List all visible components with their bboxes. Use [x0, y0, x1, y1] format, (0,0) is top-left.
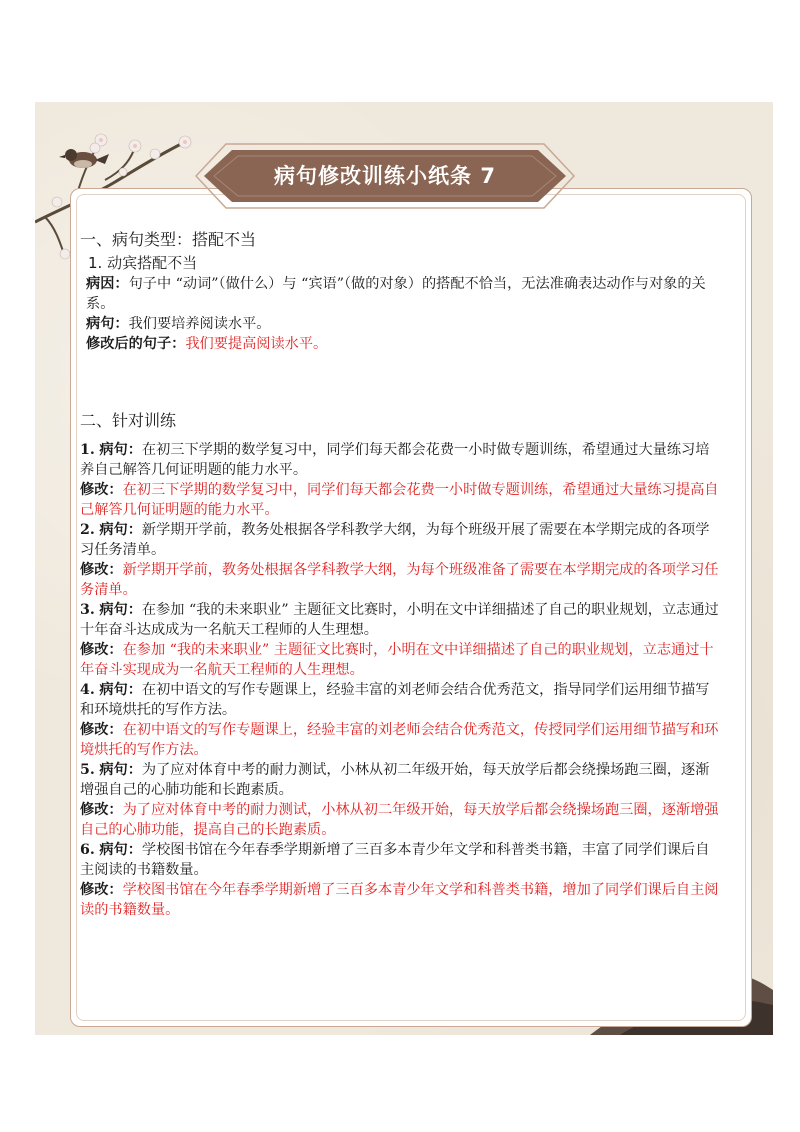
example-fixed-row — [80, 334, 720, 354]
fix-label: 修改： — [80, 482, 123, 498]
fix-text: 在初中语文的写作专题课上，经验丰富的刘老师会结合优秀范文，传授同学们运用细节描写和环境烘托的写作方法。 — [80, 722, 719, 758]
section1-heading: 一、病句类型：搭配不当 — [80, 230, 257, 249]
sentence-text: 新学期开学前，教务处根据各学科教学大纲，为每个班级开展了需要在本学期完成的各项学习任务清单。 — [80, 522, 710, 558]
training-sentence-row — [80, 520, 720, 560]
sentence-label: 病句： — [99, 842, 142, 858]
training-item — [80, 440, 720, 520]
reason-row — [80, 274, 720, 314]
training-item — [80, 520, 720, 600]
fix-label: 修改： — [80, 722, 123, 738]
training-sentence-row — [80, 440, 720, 480]
fix-text: 在参加 “我的未来职业” 主题征文比赛时，小明在文中详细描述了自己的职业规划，立志通过十年奋斗实现成为一名航天工程师的人生理想。 — [80, 642, 714, 678]
sentence-label: 病句： — [99, 682, 142, 698]
example-sentence-label: 病句： — [86, 316, 129, 332]
item-number: 6. — [80, 842, 95, 858]
example-fixed-text: 我们要提高阅读水平。 — [185, 336, 328, 352]
fix-label: 修改： — [80, 802, 123, 818]
training-sentence-row — [80, 680, 720, 720]
main-content — [80, 228, 720, 920]
training-fix-row — [80, 640, 720, 680]
item-number: 4. — [80, 682, 95, 698]
fix-label: 修改： — [80, 562, 123, 578]
example-fixed-label: 修改后的句子： — [86, 336, 186, 352]
training-fix-row — [80, 720, 720, 760]
sentence-label: 病句： — [99, 522, 142, 538]
training-sentence-row — [80, 840, 720, 880]
fix-text: 为了应对体育中考的耐力测试，小林从初二年级开始，每天放学后都会绕操场跑三圈，逐渐增强自己的心肺功能，提高自己的长跑素质。 — [80, 802, 719, 838]
sentence-text: 为了应对体育中考的耐力测试，小林从初二年级开始，每天放学后都会绕操场跑三圈，逐渐增强自己的心肺功能和长跑素质。 — [80, 762, 710, 798]
fix-label: 修改： — [80, 642, 123, 658]
sentence-text: 在初三下学期的数学复习中，同学们每天都会花费一小时做专题训练，希望通过大量练习培养自己解答几何证明题的能力水平。 — [80, 442, 710, 478]
section1-subheading: 1. 动宾搭配不当 — [88, 254, 198, 272]
fix-label: 修改： — [80, 882, 123, 898]
training-item — [80, 840, 720, 920]
reason-label: 病因： — [86, 276, 129, 292]
training-fix-row — [80, 800, 720, 840]
item-number: 1. — [80, 442, 95, 458]
sentence-text: 在初中语文的写作专题课上，经验丰富的刘老师会结合优秀范文，指导同学们运用细节描写和环境烘托的写作方法。 — [80, 682, 710, 718]
training-sentence-row — [80, 600, 720, 640]
training-item — [80, 600, 720, 680]
training-fix-row — [80, 560, 720, 600]
training-item — [80, 760, 720, 840]
fix-text: 在初三下学期的数学复习中，同学们每天都会花费一小时做专题训练，希望通过大量练习提高自己解答几何证明题的能力水平。 — [80, 482, 719, 518]
reason-text: 句子中 “动词”（做什么）与 “宾语”（做的对象）的搭配不恰当，无法准确表达动作与对象的关系。 — [86, 276, 706, 312]
fix-text: 学校图书馆在今年春季学期新增了三百多本青少年文学和科普类书籍，增加了同学们课后自主阅读的书籍数量。 — [80, 882, 719, 918]
section2-heading: 二、针对训练 — [80, 411, 177, 430]
training-fix-row — [80, 880, 720, 920]
training-list — [80, 440, 720, 920]
sentence-label: 病句： — [99, 442, 142, 458]
sentence-text: 在参加 “我的未来职业” 主题征文比赛时，小明在文中详细描述了自己的职业规划，立志通过十年奋斗达成成为一名航天工程师的人生理想。 — [80, 602, 719, 638]
training-fix-row — [80, 480, 720, 520]
sentence-label: 病句： — [99, 762, 142, 778]
sentence-text: 学校图书馆在今年春季学期新增了三百多本青少年文学和科普类书籍，丰富了同学们课后自主阅读的书籍数量。 — [80, 842, 710, 878]
fix-text: 新学期开学前，教务处根据各学科教学大纲，为每个班级准备了需要在本学期完成的各项学习任务清单。 — [80, 562, 719, 598]
item-number: 2. — [80, 522, 95, 538]
item-number: 3. — [80, 602, 95, 618]
page-title: 病句修改训练小纸条 7 — [274, 164, 496, 188]
training-item — [80, 680, 720, 760]
item-number: 5. — [80, 762, 95, 778]
example-sentence-text: 我们要培养阅读水平。 — [128, 316, 271, 332]
example-sentence-row — [80, 314, 720, 334]
sentence-label: 病句： — [99, 602, 142, 618]
training-sentence-row — [80, 760, 720, 800]
